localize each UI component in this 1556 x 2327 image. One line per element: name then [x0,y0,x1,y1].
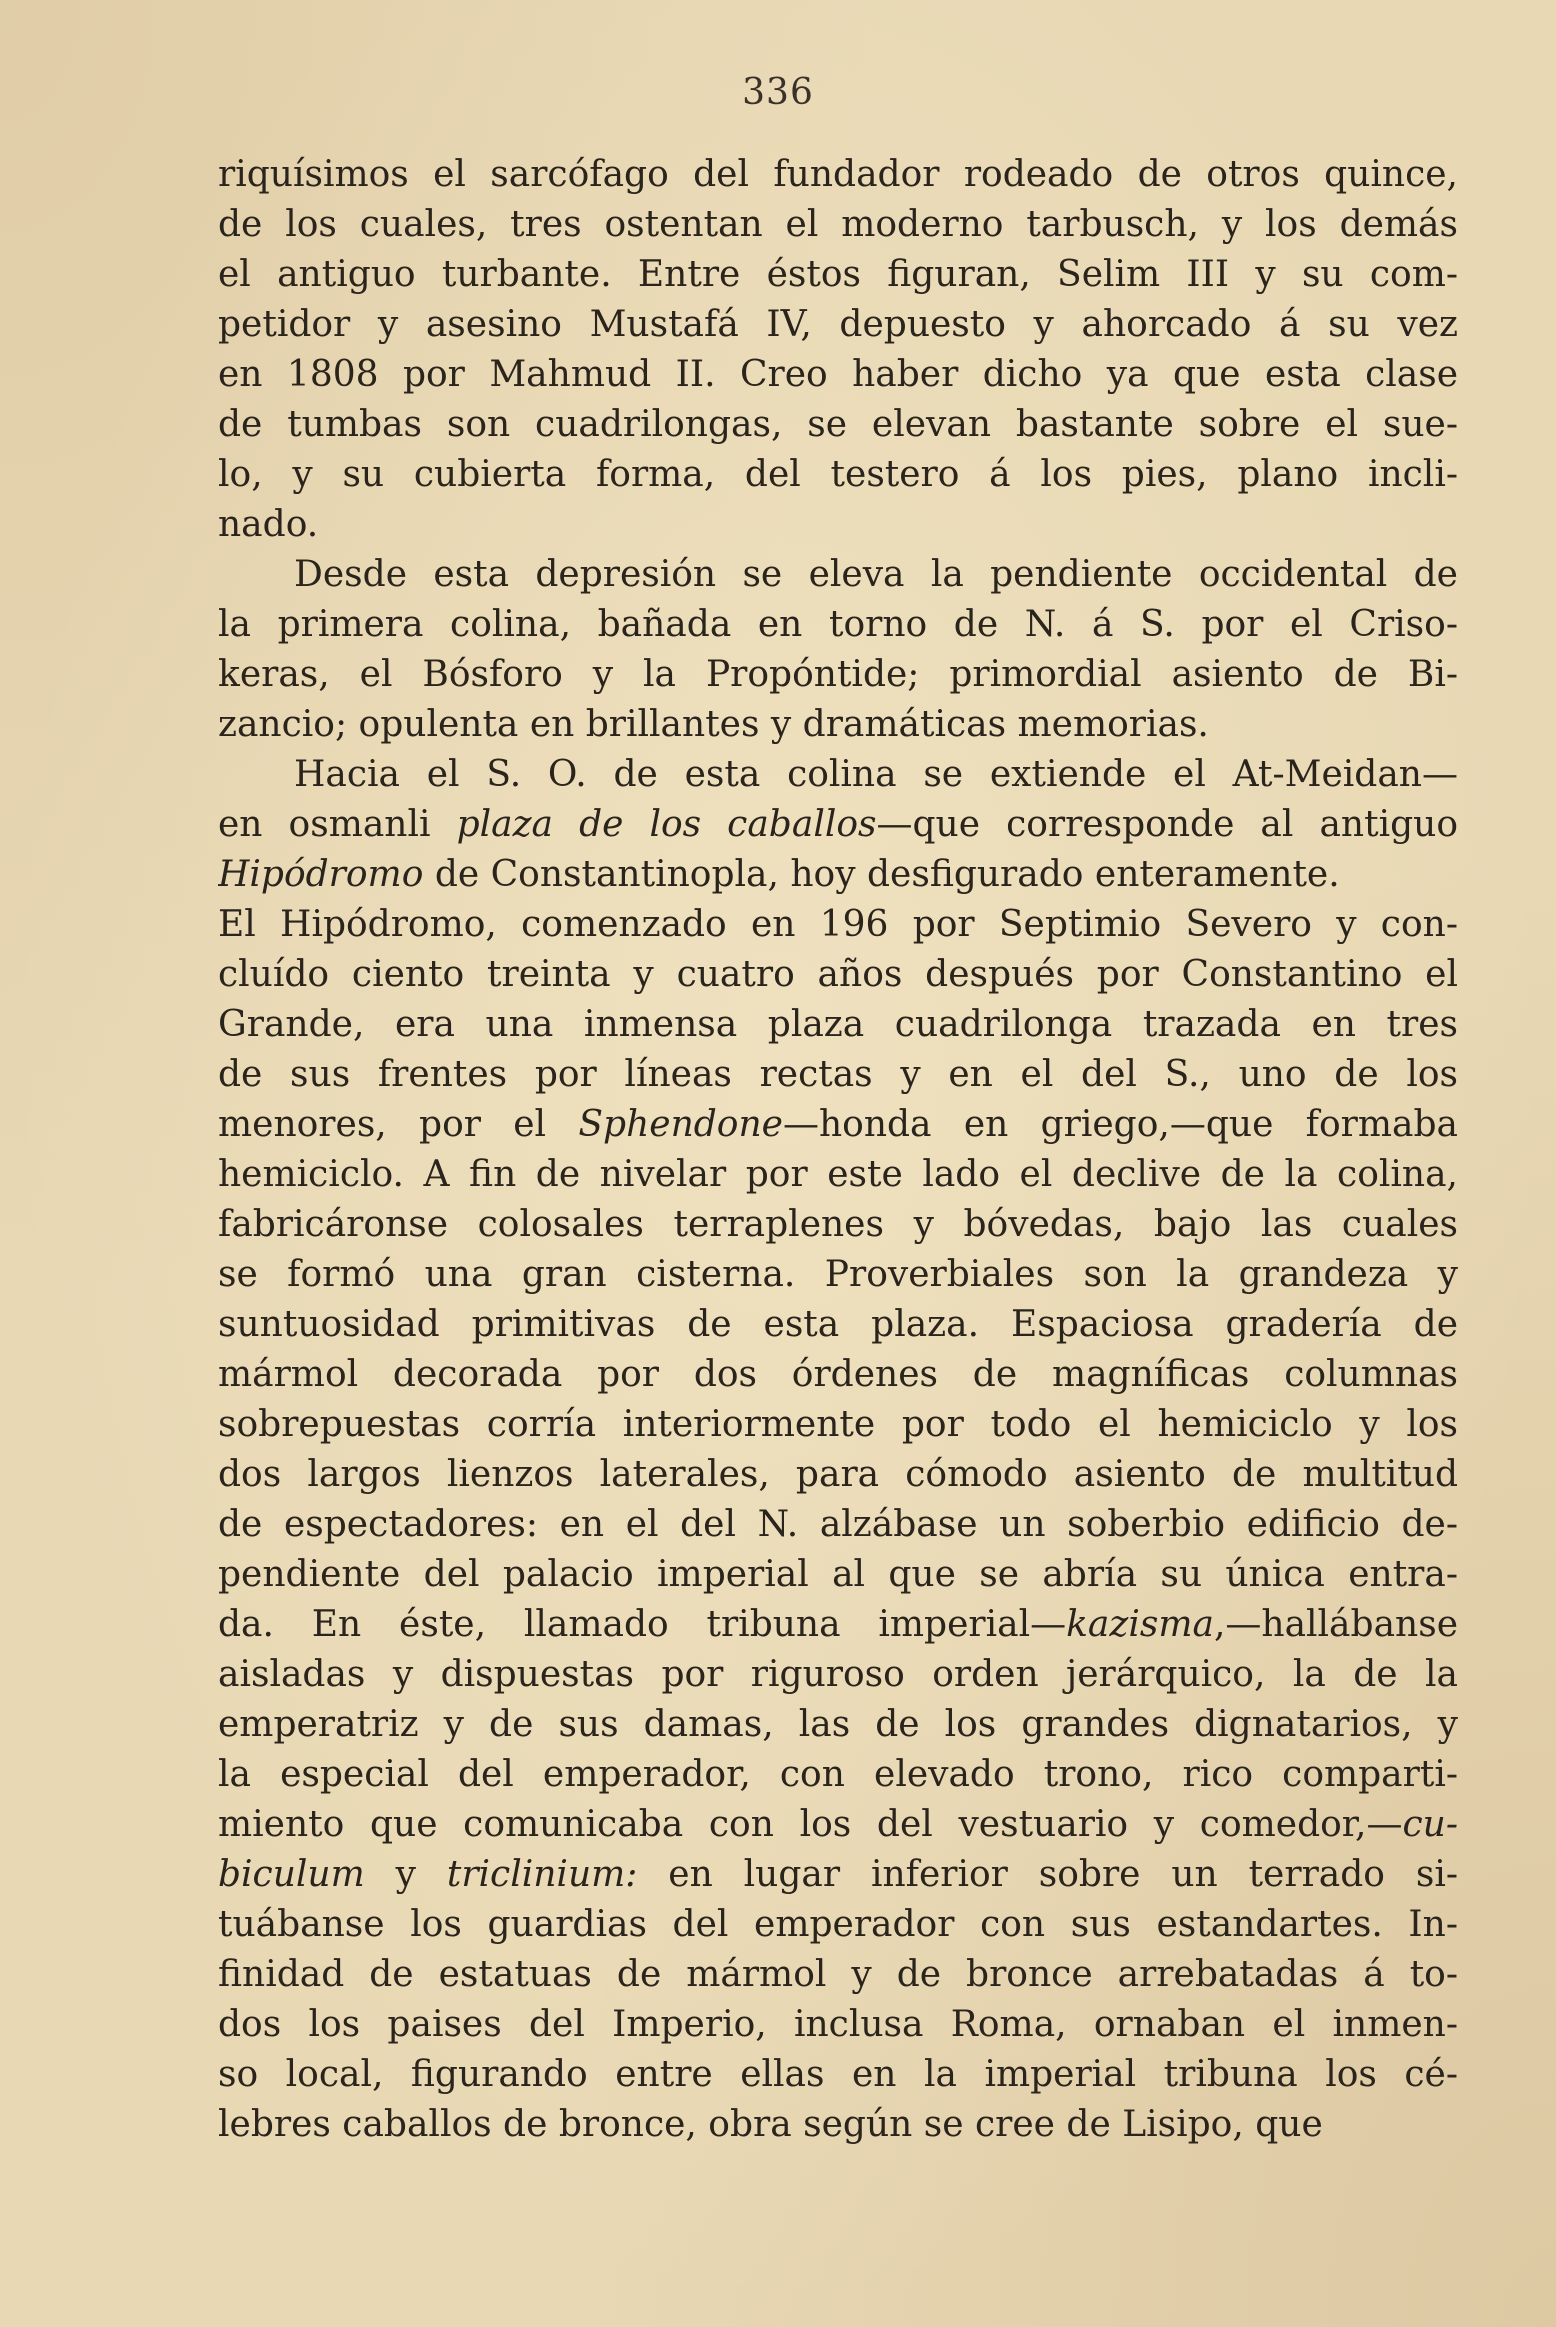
text-line: se formó una gran cisterna. Proverbiales son la grandeza y [218,1254,1458,1295]
text-line: riquísimos el sarcófago del fundador rodeado de otros quince, [218,154,1458,195]
page-number: 336 [742,72,814,113]
text-segment: —honda en griego,—que formaba [782,1104,1458,1145]
text-segment: y [364,1854,447,1895]
text-segment: ,—hallábanse [1213,1604,1458,1645]
italic-term: Sphendone [578,1104,783,1145]
text-line: El Hipódromo, comenzado en 196 por Septimio Severo y con- [218,904,1458,945]
italic-term: biculum [218,1854,365,1895]
text-segment: —que corresponde al antiguo [876,804,1458,845]
text-line: petidor y asesino Mustafá IV, depuesto y ahorcado á su vez [218,304,1458,345]
text-line: fabricáronse colosales terraplenes y bóvedas, bajo las cuales [218,1204,1458,1245]
text-line: la primera colina, bañada en torno de N. á S. por el Criso- [218,604,1458,645]
text-line [218,1850,1458,1900]
text-line: hemiciclo. A fin de nivelar por este lado el declive de la colina, [218,1154,1458,1195]
italic-term: cu- [1402,1804,1458,1845]
text-line: Grande, era una inmensa plaza cuadrilonga trazada en tres [218,1004,1458,1045]
text-segment: en osmanli [218,804,457,845]
text-line: el antiguo turbante. Entre éstos figuran, Selim III y su com- [218,254,1458,295]
text-line: so local, figurando entre ellas en la imperial tribuna los cé- [218,2054,1458,2095]
text-line: en 1808 por Mahmud II. Creo haber dicho ya que esta clase [218,354,1458,395]
text-line [218,800,1458,850]
text-line: nado. [218,504,319,545]
text-line [218,1800,1458,1850]
text-line: emperatriz y de sus damas, las de los grandes dignatarios, y [218,1704,1458,1745]
text-line: mármol decorada por dos órdenes de magníficas columnas [218,1354,1458,1395]
text-line: sobrepuestas corría interiormente por todo el hemiciclo y los [218,1404,1458,1445]
italic-term: Hipódromo [218,854,424,895]
text-segment: miento que comunicaba con los del vestuario y comedor,— [218,1804,1403,1845]
body-text [218,150,1458,2150]
text-line: dos los paises del Imperio, inclusa Roma, ornaban el inmen- [218,2004,1458,2045]
text-line [218,850,1458,900]
text-line: de tumbas son cuadrilongas, se elevan bastante sobre el sue- [218,404,1458,445]
italic-term: plaza de los caballos [456,804,877,845]
text-segment: da. En éste, llamado tribuna imperial— [218,1604,1067,1645]
text-line: lo, y su cubierta forma, del testero á los pies, plano incli- [218,454,1458,495]
italic-term: kazisma [1066,1604,1214,1645]
text-segment: en lugar inferior sobre un terrado si- [637,1854,1458,1895]
text-line: finidad de estatuas de mármol y de bronce arrebatadas á to- [218,1954,1458,1995]
text-line: suntuosidad primitivas de esta plaza. Espaciosa gradería de [218,1304,1458,1345]
text-line: aisladas y dispuestas por riguroso orden jerárquico, la de la [218,1654,1458,1695]
text-line: tuábanse los guardias del emperador con sus estandartes. In- [218,1904,1458,1945]
text-line: de espectadores: en el del N. alzábase un soberbio edificio de- [218,1504,1458,1545]
text-line: dos largos lienzos laterales, para cómodo asiento de multitud [218,1454,1458,1495]
text-segment: menores, por el [218,1104,579,1145]
text-line: cluído ciento treinta y cuatro años después por Constantino el [218,954,1458,995]
text-line: Hacia el S. O. de esta colina se extiende el At-Meidan— [294,754,1458,795]
text-line [218,1600,1458,1650]
italic-term: triclinium: [446,1854,638,1895]
text-line: zancio; opulenta en brillantes y dramáticas memorias. [218,704,1209,745]
text-line: keras, el Bósforo y la Propóntide; primordial asiento de Bi- [218,654,1458,695]
text-line: pendiente del palacio imperial al que se abría su única entra- [218,1554,1458,1595]
text-line [218,1100,1458,1150]
text-line: de los cuales, tres ostentan el moderno tarbusch, y los demás [218,204,1458,245]
text-line: lebres caballos de bronce, obra según se cree de Lisipo, que [218,2104,1323,2145]
text-line: Desde esta depresión se eleva la pendiente occidental de [294,554,1458,595]
text-line: de sus frentes por líneas rectas y en el del S., uno de los [218,1054,1458,1095]
text-line: la especial del emperador, con elevado trono, rico comparti- [218,1754,1458,1795]
text-segment: de Constantinopla, hoy desfigurado enteramente. [423,854,1340,895]
